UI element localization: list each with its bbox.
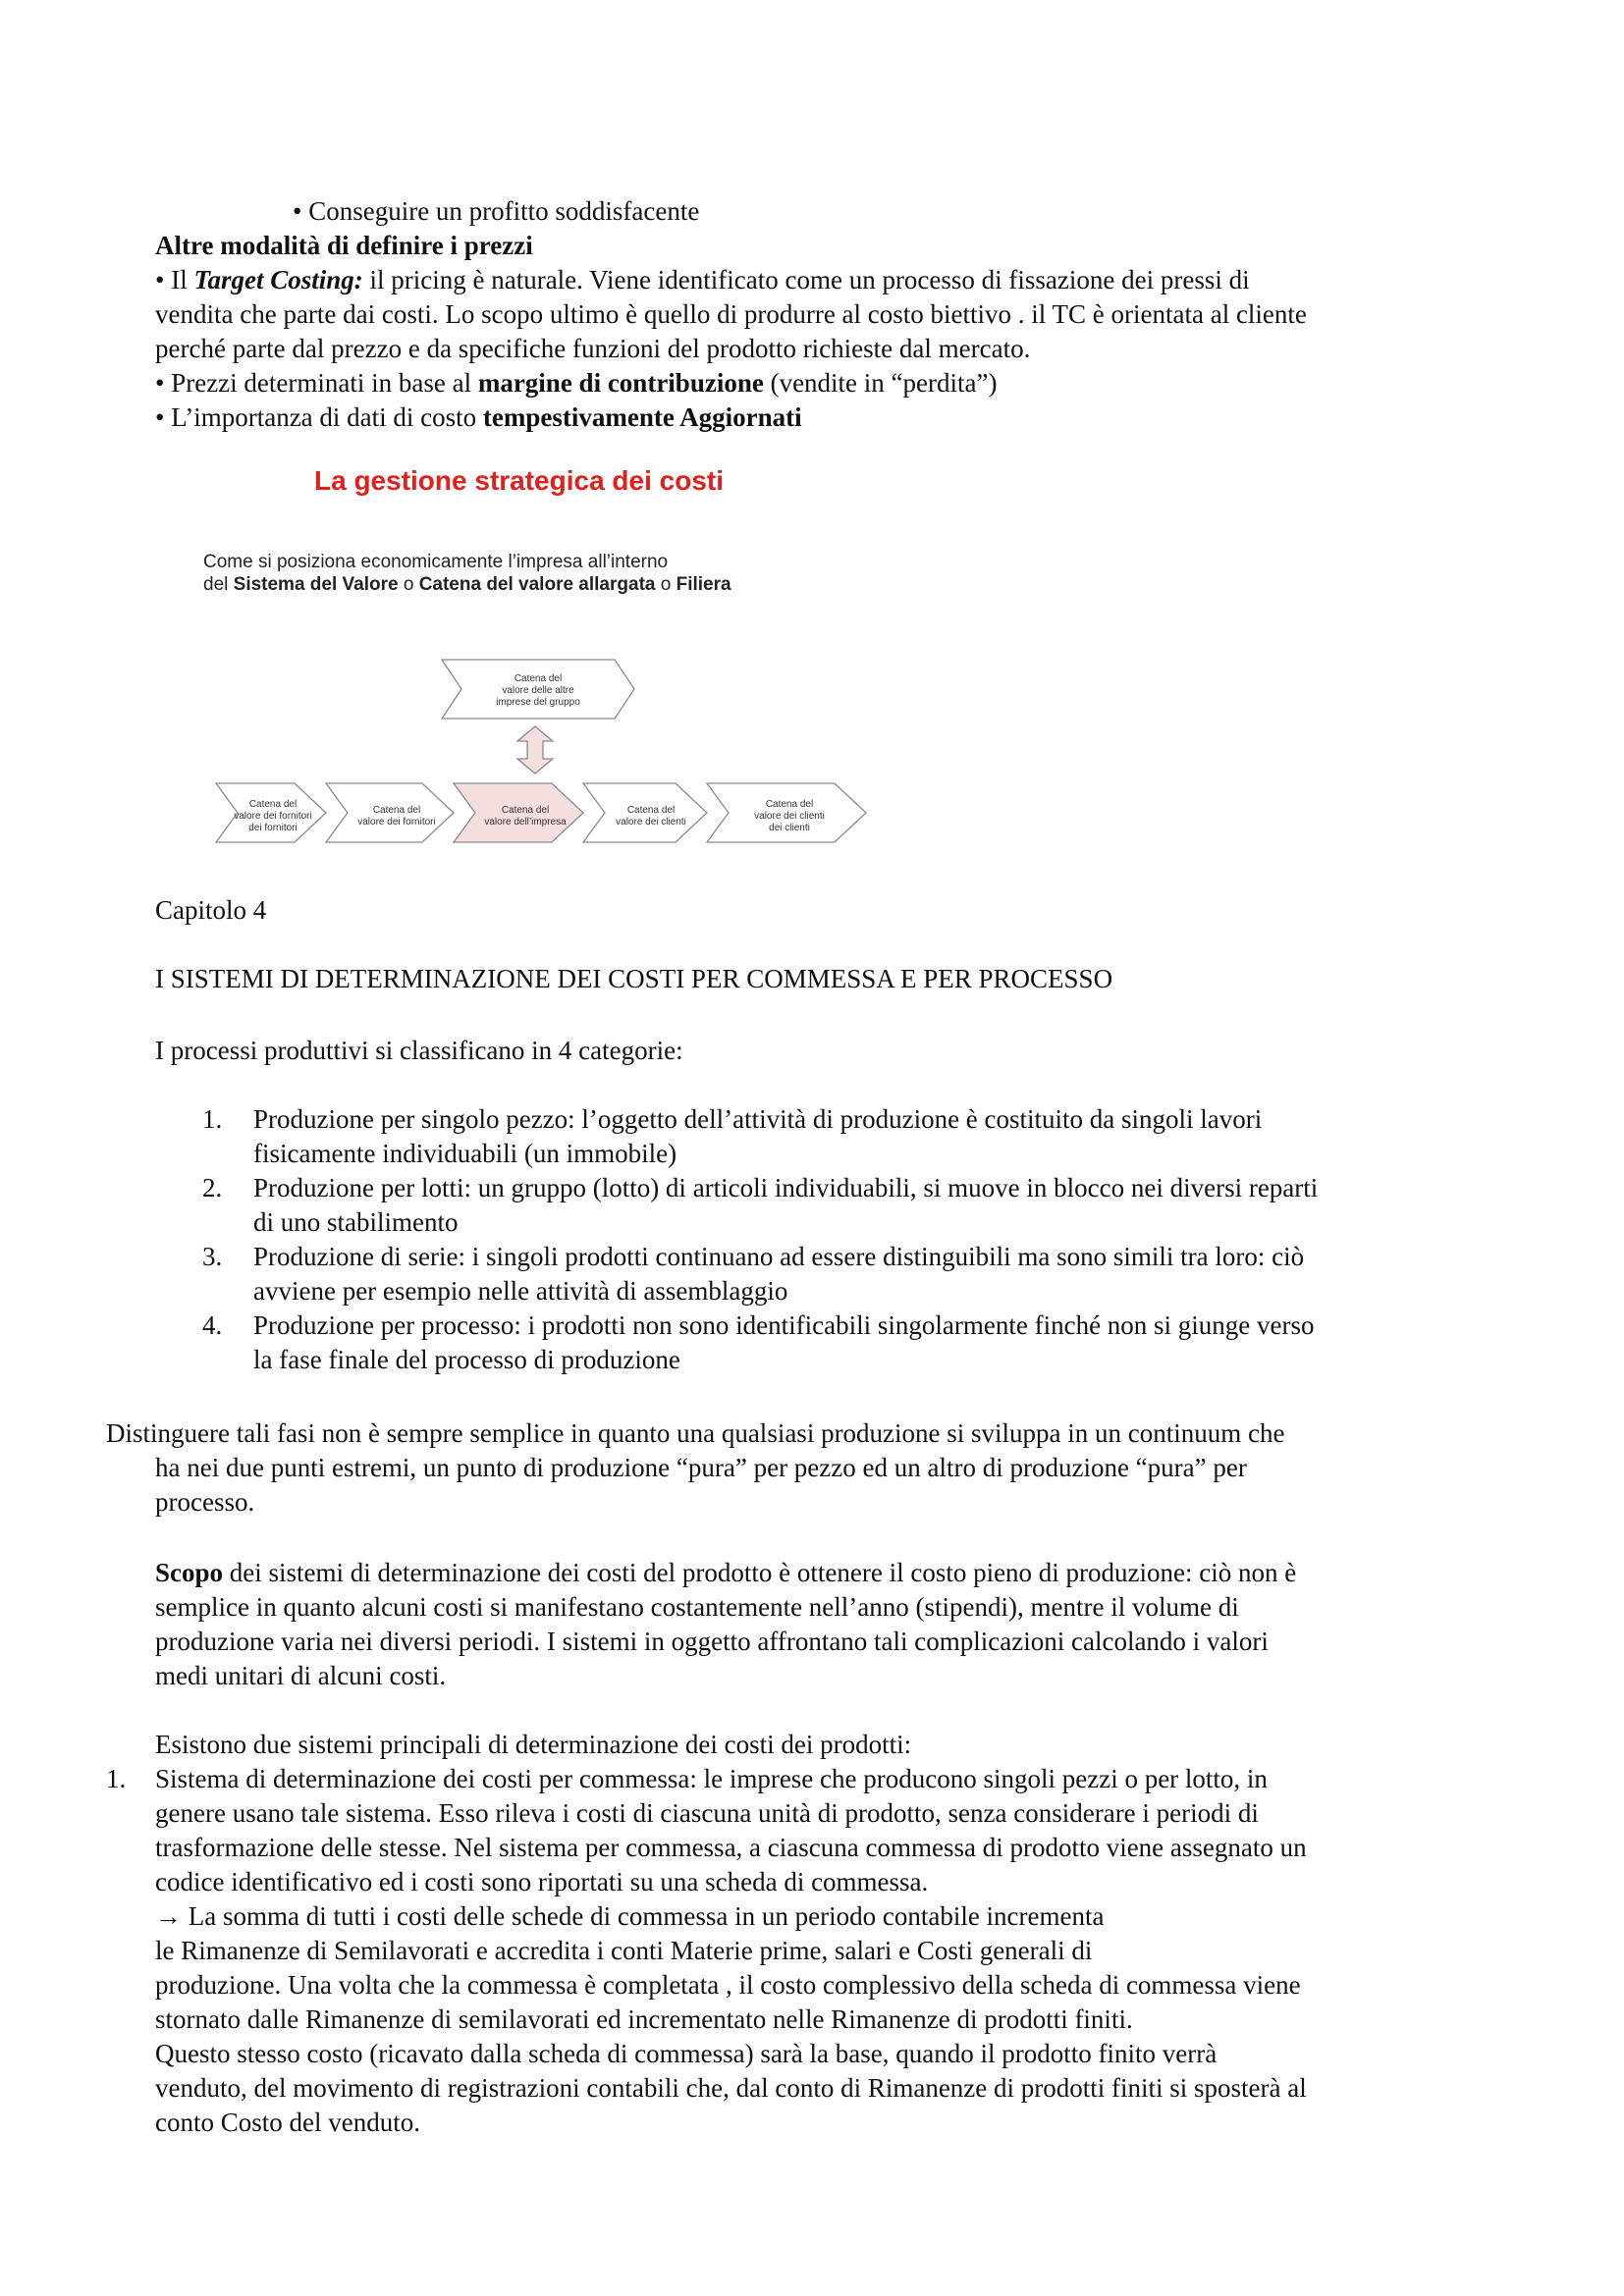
list-item-1-line2: fisicamente individuabili (un immobile) [253, 1139, 677, 1168]
chevron-fornitori-dei-fornitori [216, 783, 326, 842]
sistemi-line-5: → La somma di tutti i costi delle schede di commessa in un periodo contabile incrementa [155, 1901, 1105, 1931]
chevron-5-line2: valore dei clienti [754, 811, 825, 822]
sistemi-line-6: le Rimanenze di Semilavorati e accredita i conti Materie prime, salari e Costi generali di [155, 1936, 1093, 1965]
bullet-importanza-dati: • L’importanza di dati di costo tempestivamente Aggiornati [155, 402, 802, 432]
chapter-label: Capitolo 4 [155, 895, 267, 925]
sistemi-line-4: codice identificativo ed i costi sono riportati su una scheda di commessa. [155, 1867, 929, 1896]
list-item-4-number: 4. [202, 1310, 223, 1340]
list-item-2-number: 2. [202, 1173, 223, 1202]
chevron-1-line1: Catena del [248, 799, 298, 810]
chapter-intro: I processi produttivi si classificano in 4 categorie: [155, 1036, 683, 1065]
chevron-fornitori [326, 783, 454, 842]
chevron-3-line2: valore dell’impresa [484, 817, 567, 828]
sistemi-line-8: stornato dalle Rimanenze di semilavorati ed incrementato nelle Rimanenze di prodotti finiti. [155, 2004, 1133, 2034]
bullet-prezzi-margine: • Prezzi determinati in base al margine di contribuzione (vendite in “perdita”) [155, 368, 998, 398]
distinguere-line2: ha nei due punti estremi, un punto di produzione “pura” per pezzo ed un altro di produzione “pura” per [155, 1453, 1247, 1482]
scopo-line3: produzione varia nei diversi periodi. I sistemi in oggetto affrontano tali complicazioni calcolando i valori [155, 1627, 1269, 1656]
scopo-line2: semplice in quanto alcuni costi si manifestano costantemente nell’anno (stipendi), mentre il volume di [155, 1592, 1239, 1622]
chapter-title: I SISTEMI DI DETERMINAZIONE DEI COSTI PER COMMESSA E PER PROCESSO [155, 964, 1113, 993]
target-costing-line1: • Il Target Costing: il pricing è naturale. Viene identificato come un processo di fissazione dei pressi di [155, 265, 1250, 294]
list-item-4-line2: la fase finale del processo di produzione [253, 1345, 680, 1374]
distinguere-line3: processo. [155, 1487, 255, 1517]
target-costing-line3: perché parte dal prezzo e da specifiche funzioni del prodotto richieste dal mercato. [155, 334, 1031, 363]
list-item-3-line1: Produzione di serie: i singoli prodotti continuano ad essere distinguibili ma sono simili tra loro: ciò [253, 1242, 1305, 1271]
chevron-altre-imprese-line2: valore delle altre [502, 685, 574, 696]
chevron-impresa [454, 783, 583, 842]
chevron-1-line2: valore dei fornitori [234, 811, 312, 822]
sistemi-item-number: 1. [106, 1764, 127, 1793]
diagram-title: La gestione strategica dei costi [314, 465, 725, 496]
chevron-4-line2: valore dei clienti [616, 817, 686, 828]
chevron-clienti-dei-clienti [707, 783, 866, 842]
list-item-2-line1: Produzione per lotti: un gruppo (lotto) di articoli individuabili, si muove in blocco nei diversi reparti [253, 1173, 1319, 1202]
chevron-1-line3: dei fornitori [248, 823, 298, 833]
scopo-line4: medi unitari di alcuni costi. [155, 1661, 447, 1690]
target-costing-line2: vendita che parte dai costi. Lo scopo ultimo è quello di produrre al costo biettivo . il TC è orientata al cliente [155, 299, 1307, 329]
sistemi-line-7: produzione. Una volta che la commessa è completata , il costo complessivo della scheda di commessa viene [155, 1970, 1301, 2000]
sistemi-line-10: venduto, del movimento di registrazioni contabili che, dal conto di Rimanenze di prodotti finiti si sposterà al [155, 2073, 1307, 2103]
target-costing-term: Target Costing: [193, 265, 363, 294]
sistemi-line-1: Sistema di determinazione dei costi per commessa: le imprese che producono singoli pezzi o per lotto, in [155, 1764, 1268, 1793]
diagram-subtitle-2: del Sistema del Valore o Catena del valore allargata o Filiera [203, 574, 731, 595]
distinguere-line1: Distinguere tali fasi non è sempre semplice in quanto una qualsiasi produzione si sviluppa in un continuum che [106, 1418, 1285, 1448]
sistemi-line-2: genere usano tale sistema. Esso rileva i costi di ciascuna unità di prodotto, senza considerare i periodi di [155, 1798, 1259, 1828]
list-item-1-line1: Produzione per singolo pezzo: l’oggetto dell’attività di produzione è costituito da singoli lavori [253, 1104, 1263, 1134]
list-item-3-number: 3. [202, 1242, 223, 1271]
chevron-2-line2: valore dei fornitori [357, 817, 436, 828]
scopo-line1: Scopo dei sistemi di determinazione dei costi del prodotto è ottenere il costo pieno di produzione: ciò non è [155, 1558, 1297, 1587]
sistemi-line-9: Questo stesso costo (ricavato dalla scheda di commessa) sarà la base, quando il prodotto finito verrà [155, 2039, 1218, 2068]
list-item-4-line1: Produzione per processo: i prodotti non sono identificabili singolarmente finché non si giunge verso [253, 1310, 1315, 1340]
list-item-3-line2: avviene per esempio nelle attività di assemblaggio [253, 1276, 788, 1306]
chevron-altre-imprese-line3: imprese del gruppo [496, 697, 580, 708]
sistemi-intro: Esistono due sistemi principali di determinazione dei costi dei prodotti: [155, 1730, 912, 1759]
chevron-clienti [583, 783, 707, 842]
chevron-altre-imprese [442, 660, 634, 719]
double-arrow-icon [517, 726, 553, 774]
diagram-subtitle-1: Come si posiziona economicamente l’impresa all’interno [203, 552, 669, 572]
value-chain-diagram [196, 648, 884, 864]
sistemi-line-11: conto Costo del venduto. [155, 2108, 420, 2137]
chevron-5-line3: dei clienti [769, 823, 810, 833]
chevron-2-line1: Catena del [372, 805, 421, 816]
bullet-profitto: • Conseguire un profitto soddisfacente [293, 196, 700, 226]
list-item-2-line2: di uno stabilimento [253, 1207, 459, 1237]
sistemi-line-3: trasformazione delle stesse. Nel sistema per commessa, a ciascuna commessa di prodotto viene assegnato un [155, 1833, 1307, 1862]
chevron-4-line1: Catena del [626, 805, 676, 816]
heading-altre-modalita: Altre modalità di definire i prezzi [155, 231, 533, 260]
chevron-5-line1: Catena del [765, 799, 814, 810]
list-item-1-number: 1. [202, 1104, 223, 1134]
chevron-3-line1: Catena del [501, 805, 550, 816]
chevron-altre-imprese-line1: Catena del [514, 673, 563, 684]
